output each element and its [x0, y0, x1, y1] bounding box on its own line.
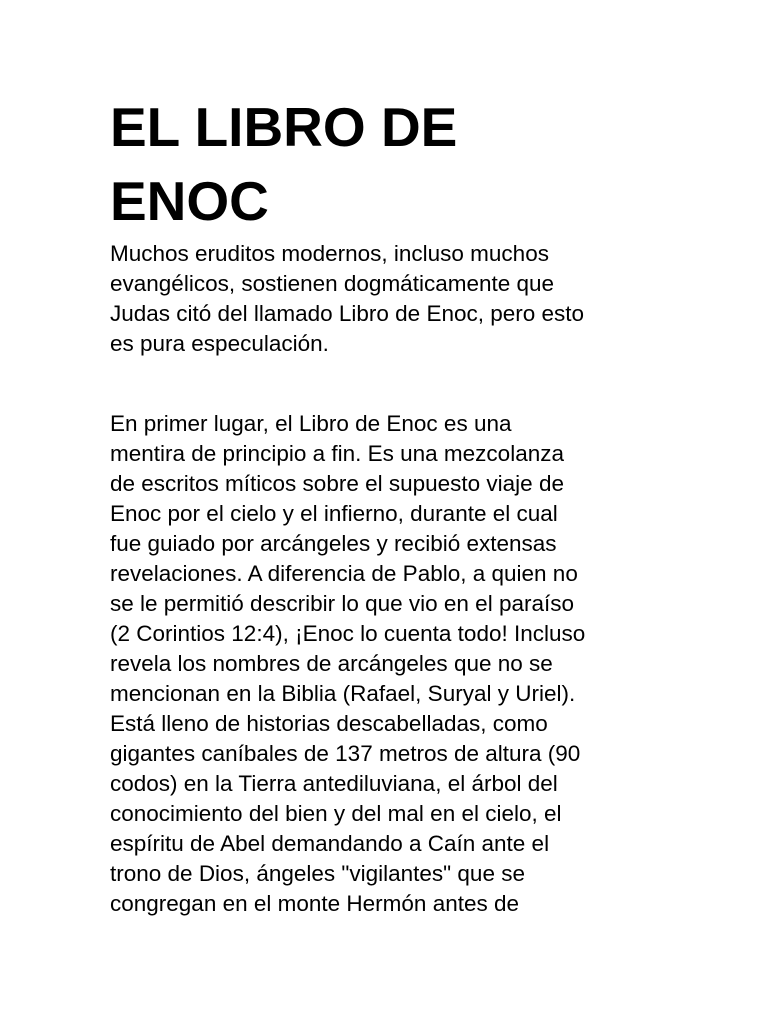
intro-paragraph	[110, 239, 670, 359]
text-line: revelaciones. A diferencia de Pablo, a quien no	[110, 561, 578, 586]
text-line: revela los nombres de arcángeles que no se	[110, 651, 553, 676]
text-line: es pura especulación.	[110, 331, 329, 356]
document-title	[110, 90, 670, 238]
text-line: gigantes caníbales de 137 metros de altura (90	[110, 741, 581, 766]
title-line: EL LIBRO DE	[110, 96, 458, 158]
text-line: mencionan en la Biblia (Rafael, Suryal y Uriel).	[110, 681, 576, 706]
text-line: se le permitió describir lo que vio en el paraíso	[110, 591, 574, 616]
document-page	[110, 90, 670, 919]
text-line: evangélicos, sostienen dogmáticamente que	[110, 271, 555, 296]
text-line: En primer lugar, el Libro de Enoc es una	[110, 411, 512, 436]
text-line: Judas citó del llamado Libro de Enoc, pero esto	[110, 301, 585, 326]
text-line: congregan en el monte Hermón antes de	[110, 891, 520, 916]
text-line: Enoc por el cielo y el infierno, durante el cual	[110, 501, 558, 526]
text-line: de escritos míticos sobre el supuesto viaje de	[110, 471, 564, 496]
text-line: mentira de principio a fin. Es una mezcolanza	[110, 441, 564, 466]
text-line: (2 Corintios 12:4), ¡Enoc lo cuenta todo! Incluso	[110, 621, 586, 646]
text-line: Está lleno de historias descabelladas, como	[110, 711, 548, 736]
text-line: trono de Dios, ángeles "vigilantes" que se	[110, 861, 525, 886]
text-line: codos) en la Tierra antediluviana, el árbol del	[110, 771, 558, 796]
text-line: Muchos eruditos modernos, incluso muchos	[110, 241, 549, 266]
body-paragraph	[110, 409, 670, 919]
title-line: ENOC	[110, 170, 269, 232]
text-line: espíritu de Abel demandando a Caín ante el	[110, 831, 550, 856]
text-line: fue guiado por arcángeles y recibió extensas	[110, 531, 557, 556]
text-line: conocimiento del bien y del mal en el cielo, el	[110, 801, 562, 826]
